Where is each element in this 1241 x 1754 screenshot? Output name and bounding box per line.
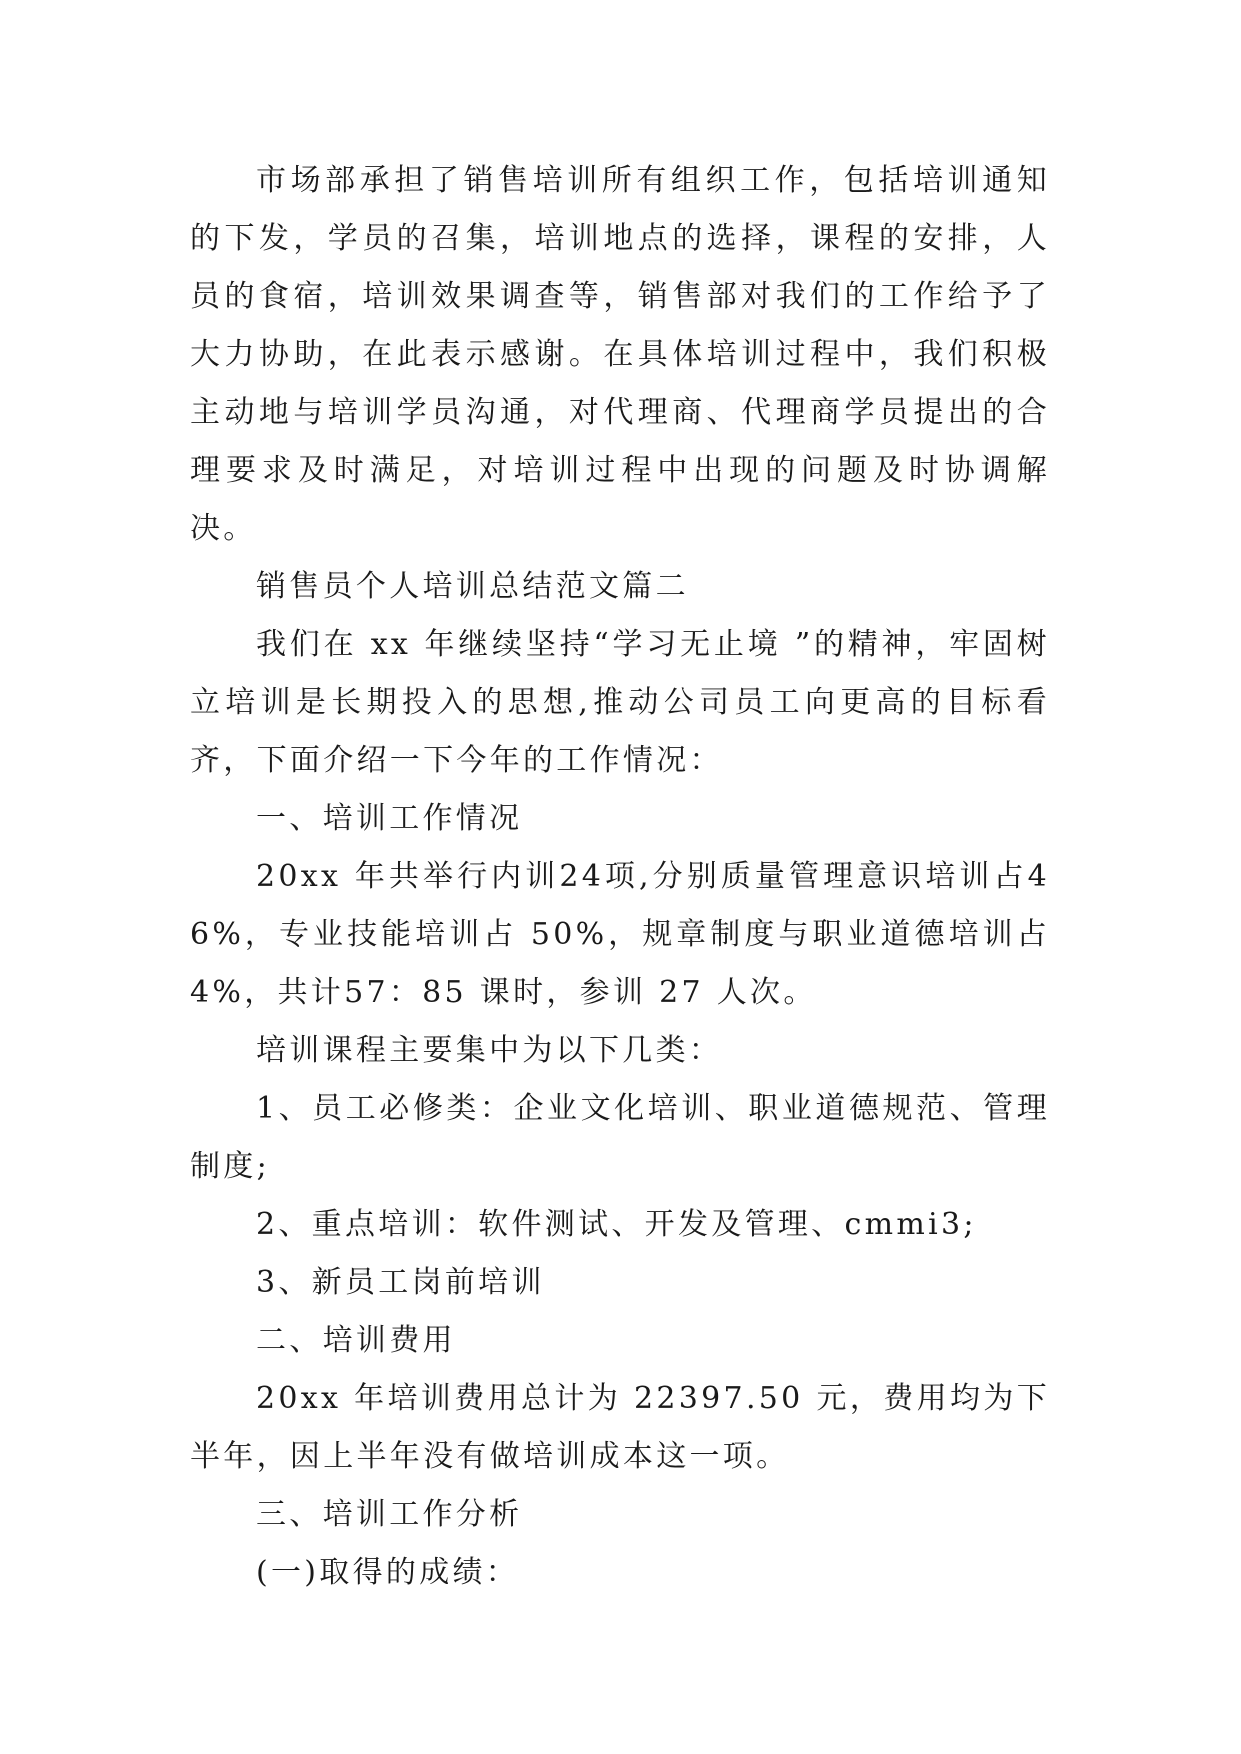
- document-body: [190, 152, 1050, 1602]
- heading-training-costs: 二、培训费用: [256, 1323, 456, 1358]
- paragraph-introduction: 我们在 xx 年继续坚持“学习无止境 ”的精神，牢固树立培训是长期投入的思想,推动公司员工向更高的目标看齐，下面介绍一下今年的工作情况：: [190, 627, 1050, 778]
- paragraph-training-stats: 20xx 年共举行内训24项,分别质量管理意识培训占46%，专业技能培训占 50%，规章制度与职业道德培训占 4%，共计57：85 课时，参训 27 人次。: [190, 859, 1050, 1010]
- list-item-mandatory-courses: 1、员工必修类：企业文化培训、职业道德规范、管理制度;: [190, 1091, 1050, 1184]
- heading-achievements: (一)取得的成绩：: [256, 1555, 520, 1590]
- list-item-new-employee-training: 3、新员工岗前培训: [256, 1265, 545, 1300]
- paragraph-marketing-organization: 市场部承担了销售培训所有组织工作，包括培训通知的下发，学员的召集，培训地点的选择，课程的安排，人员的食宿，培训效果调查等，销售部对我们的工作给予了大力协助，在此表示感谢。在具体培训过程中，我们积极主动地与培训学员沟通，对代理商、代理商学员提出的合理要求及时满足，对培训过程中出现的问题及时协调解决。: [190, 163, 1050, 546]
- heading-training-situation: 一、培训工作情况: [256, 801, 523, 836]
- paragraph-course-categories-intro: 培训课程主要集中为以下几类：: [256, 1033, 723, 1068]
- paragraph-cost-total: 20xx 年培训费用总计为 22397.50 元，费用均为下半年，因上半年没有做培训成本这一项。: [190, 1381, 1050, 1474]
- heading-training-analysis: 三、培训工作分析: [256, 1497, 523, 1532]
- section-heading-part-two: 销售员个人培训总结范文篇二: [256, 569, 689, 604]
- list-item-key-training: 2、重点培训：软件测试、开发及管理、cmmi3;: [256, 1207, 977, 1242]
